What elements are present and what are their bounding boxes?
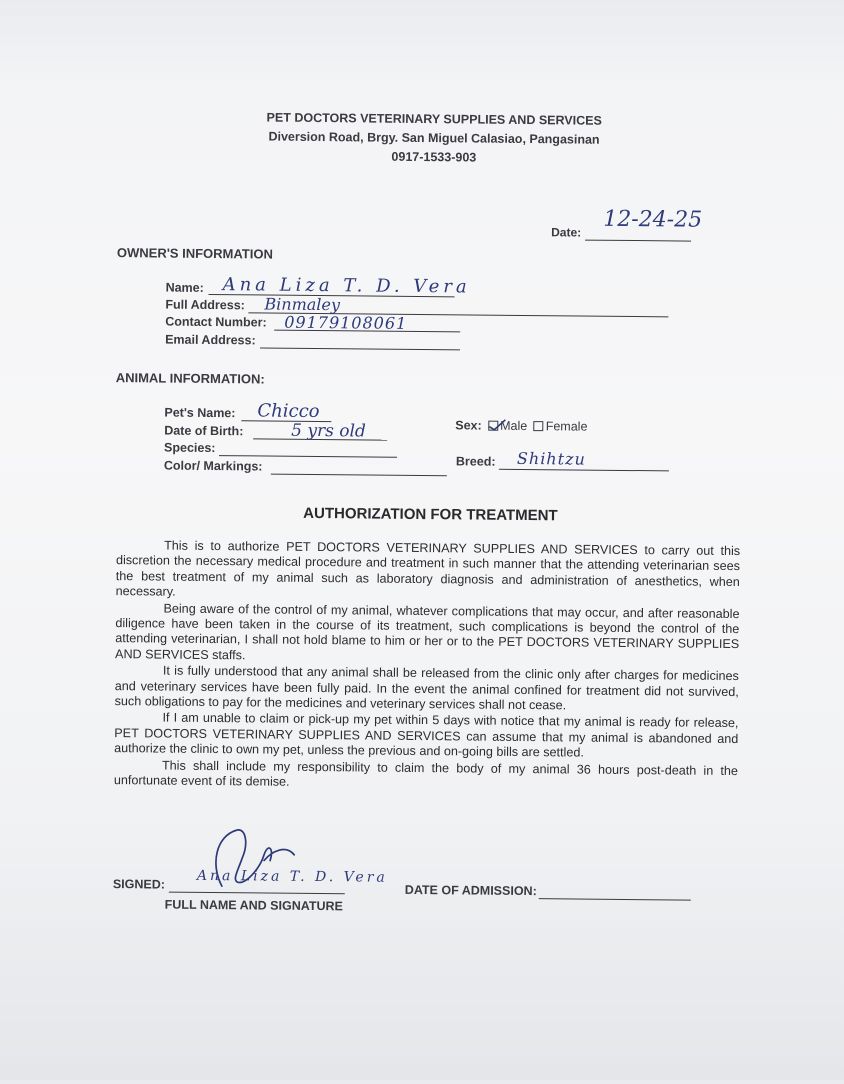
dob-value[interactable]: 5 yrs old: [291, 420, 366, 442]
date-line: [585, 240, 691, 242]
sex-field: [455, 418, 587, 433]
authorization-paragraph-3: It is fully understood that any animal shall be released from the clinic only after charges for medicines and veterinary services have been fully paid. In the event the animal confined for treatment did not survived, such obligations to pay for the medicines and veterinary services shall not cease.: [114, 663, 739, 713]
owner-name-value[interactable]: Ana Liza T. D. Vera: [222, 274, 471, 298]
authorization-paragraph-2: Being aware of the control of my animal, whatever complications that may occur, and after reasonable diligence have been taken in the course of its treatment, such complications is beyond the control of the attending veterinarian, I shall not hold blame to him or her or to the PET DOCTORS VETERINARY SUPPLIES AND SERVICES staffs.: [115, 601, 740, 663]
pet-name-value[interactable]: Chicco: [257, 400, 320, 423]
authorization-title: AUTHORIZATION FOR TREATMENT: [303, 504, 558, 525]
owner-contact-value[interactable]: 09179108061: [284, 312, 408, 333]
owner-info-heading: OWNER'S INFORMATION: [116, 245, 273, 262]
color-label: Color/ Markings:: [163, 458, 263, 474]
date-value[interactable]: 12-24-25: [603, 206, 703, 233]
color-line: [271, 474, 447, 477]
owner-address-label: Full Address:: [165, 297, 245, 313]
authorization-body: [114, 538, 740, 795]
sex-label: Sex:: [455, 418, 482, 433]
owner-email-label: Email Address:: [165, 332, 256, 348]
species-label: Species:: [164, 440, 216, 456]
owner-address-value[interactable]: Binmaley: [264, 294, 341, 315]
date-label: Date:: [551, 225, 582, 240]
authorization-paragraph-4: If I am unable to claim or pick-up my pet within 5 days with notice that my animal is ready for release, PET DOCTORS VETERINARY SUPPLIES AND SERVICES can assume that my animal is abandoned and authorize the clinic to own my pet, unless the previous and on-going bills are settled.: [114, 711, 739, 760]
admission-line: [539, 898, 691, 900]
breed-value[interactable]: Shihtzu: [516, 448, 586, 469]
admission-label: DATE OF ADMISSION:: [404, 882, 537, 899]
owner-contact-label: Contact Number:: [165, 314, 267, 330]
sex-female-checkbox[interactable]: [534, 421, 544, 431]
species-line: [219, 455, 397, 458]
signature-caption: FULL NAME AND SIGNATURE: [164, 897, 343, 914]
owner-name-label: Name:: [165, 280, 204, 295]
pet-name-label: Pet's Name:: [164, 405, 236, 421]
signed-value[interactable]: Ana Liza T. D. Vera: [196, 867, 388, 886]
breed-line: [499, 469, 669, 472]
authorization-paragraph-5: This shall include my responsibility to claim the body of my animal 36 hours post-death in the unfortunate event of its demise.: [113, 758, 739, 789]
business-name: PET DOCTORS VETERINARY SUPPLIES AND SERVICES: [266, 110, 602, 128]
breed-label: Breed:: [455, 454, 496, 469]
animal-info-heading: ANIMAL INFORMATION:: [115, 370, 265, 387]
sex-male-option: Male: [500, 418, 528, 434]
male-checkmark-icon: [487, 419, 507, 433]
signed-label: SIGNED:: [112, 877, 166, 892]
authorization-paragraph-1: This is to authorize PET DOCTORS VETERINARY SUPPLIES AND SERVICES to carry out this discretion the necessary medical procedure and treatment in such manner that the attending veterinarian sees the best treatment of my animal such as laboratory diagnosis and administration of anesthetics, when necessary.: [115, 538, 741, 599]
dob-label: Date of Birth:: [164, 423, 244, 439]
sex-female-option: Female: [545, 419, 588, 434]
business-phone: 0917-1533-903: [391, 149, 477, 165]
business-address: Diversion Road, Brgy. San Miguel Calasiao, Pangasinan: [268, 129, 600, 147]
owner-email-line: [260, 347, 460, 350]
